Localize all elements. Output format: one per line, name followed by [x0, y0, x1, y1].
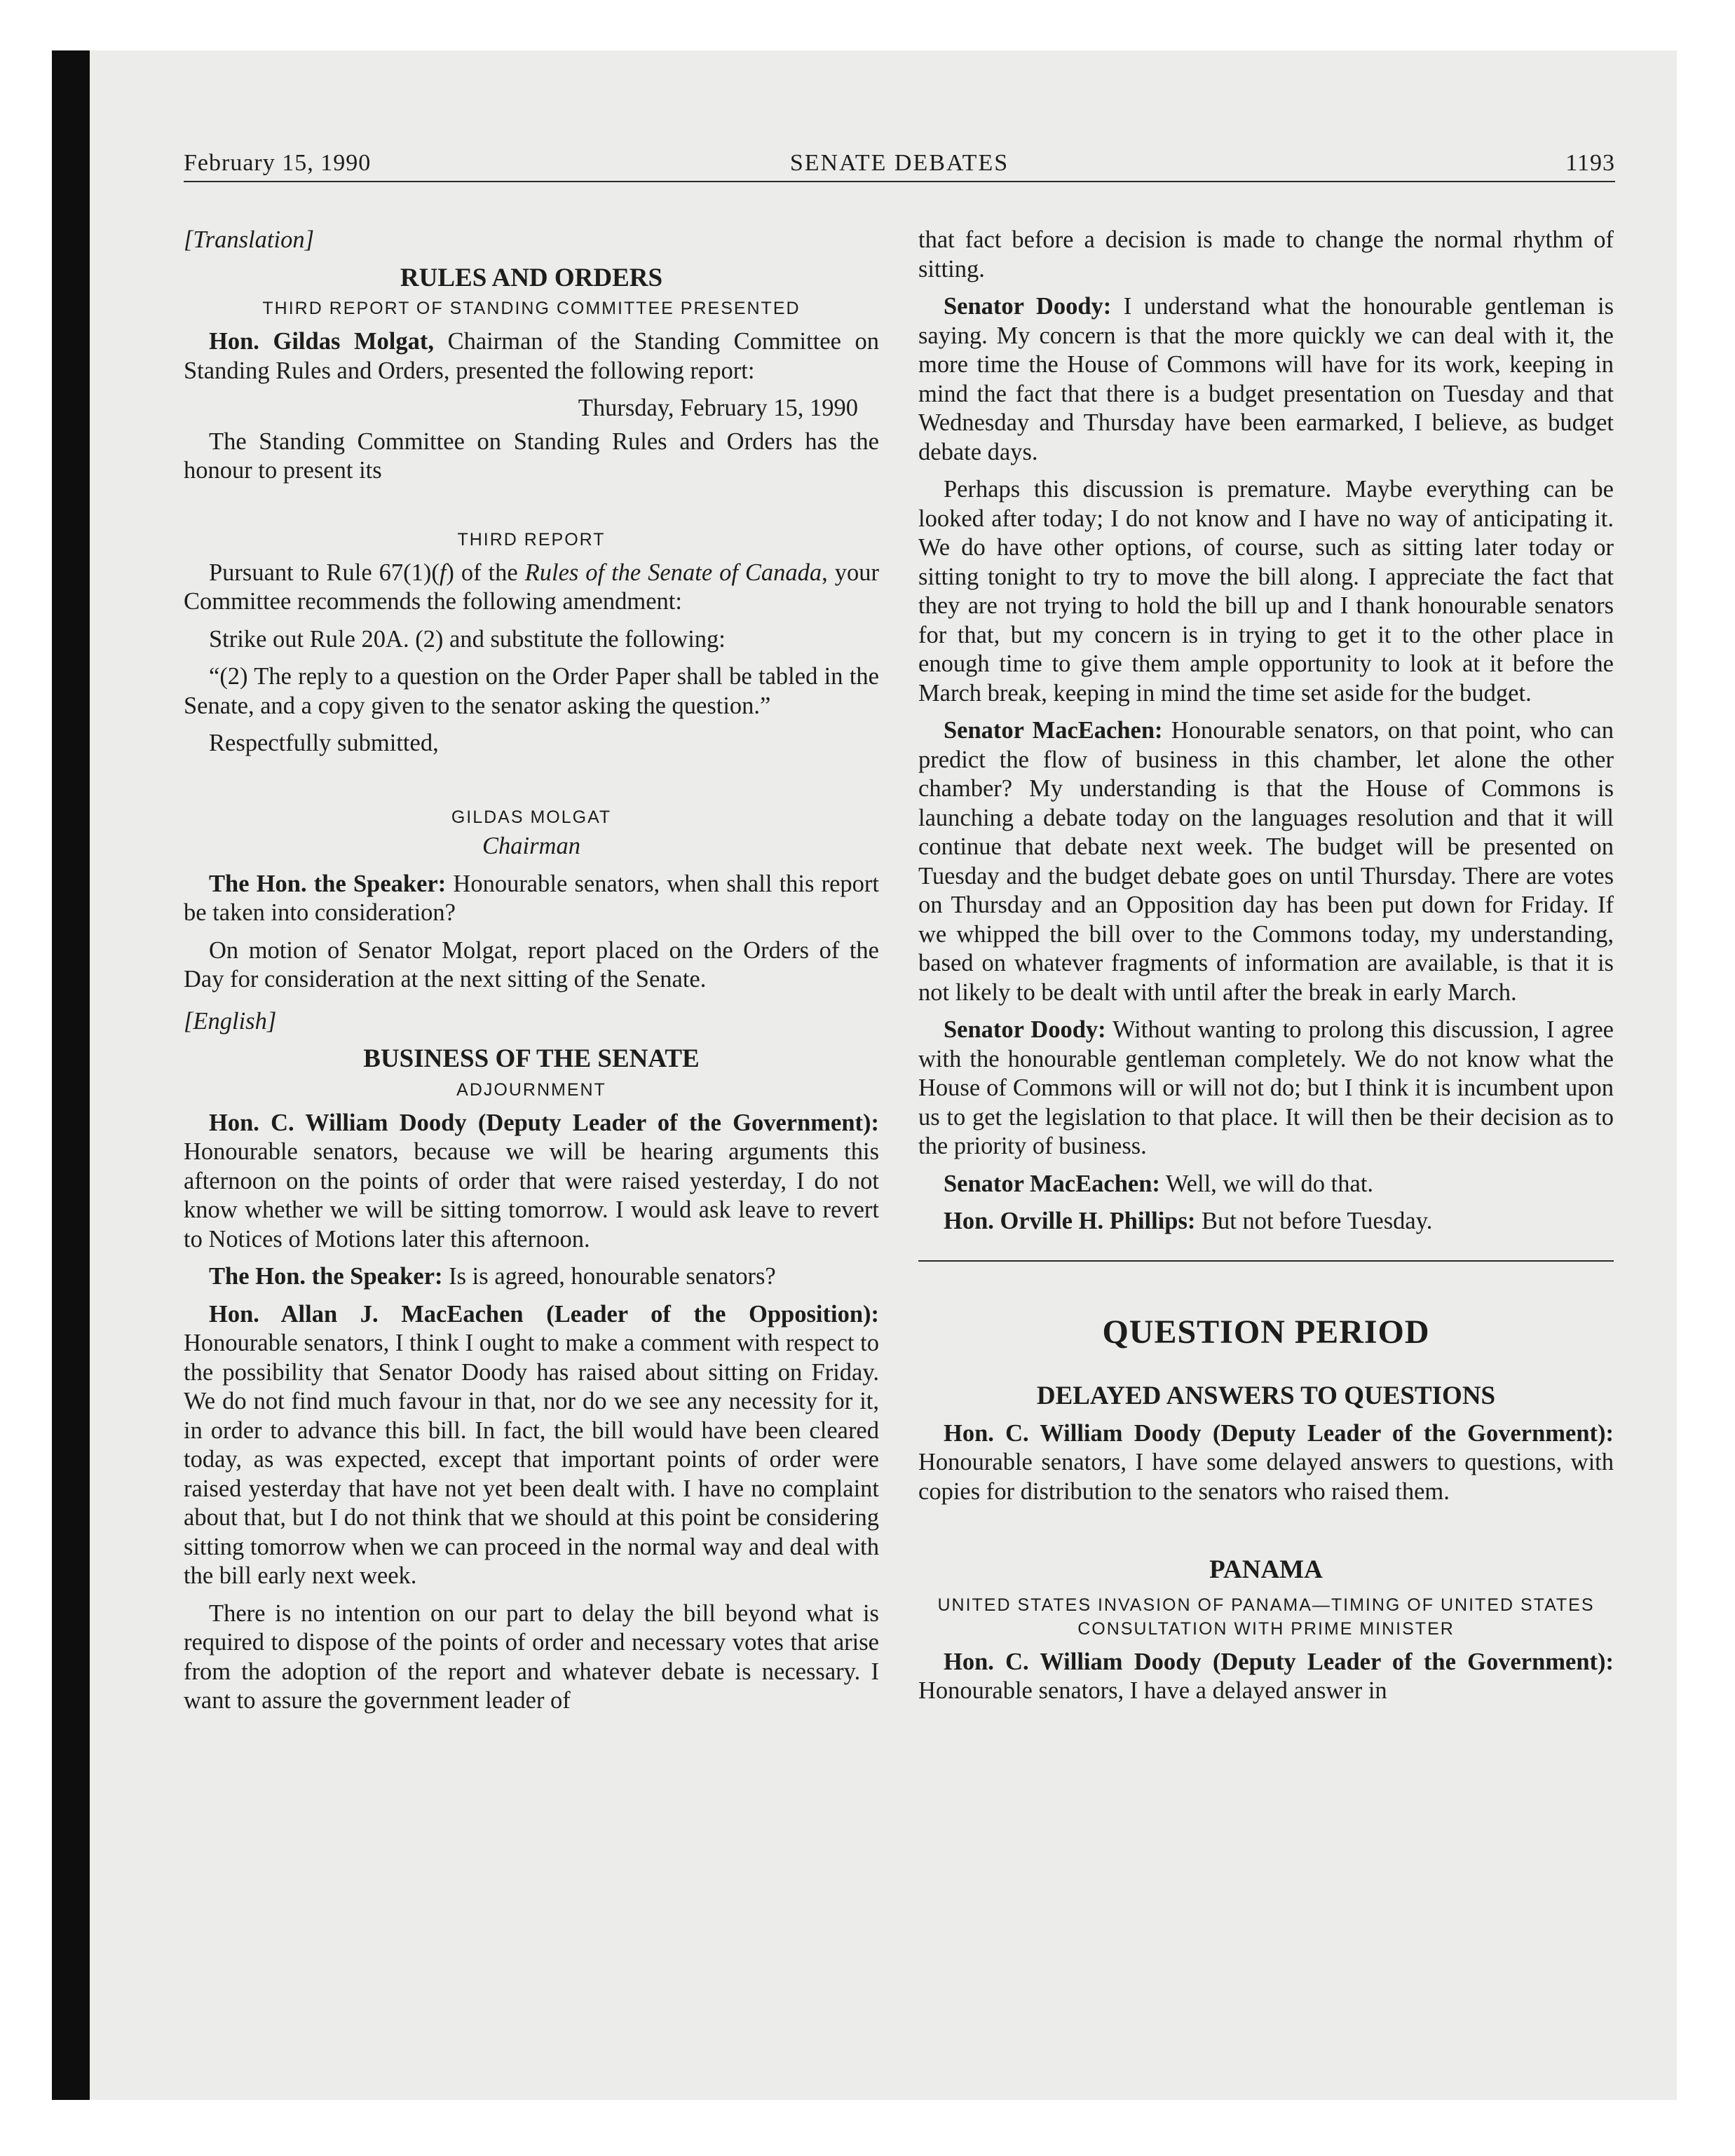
speaker-name: Senator MacEachen:	[944, 1170, 1160, 1197]
speaker-name: Hon. Orville H. Phillips:	[944, 1208, 1196, 1234]
speaker-name: Senator Doody:	[944, 293, 1112, 320]
header-date: February 15, 1990	[184, 150, 372, 176]
paragraph: Hon. C. William Doody (Deputy Leader of the Government): Honourable senators, I have some delayed answers to questions, with copies for distribution to the senators who raised them.	[918, 1419, 1614, 1505]
report-date: Thursday, February 15, 1990	[578, 395, 858, 421]
paragraph: Senator Doody: Without wanting to prolong this discussion, I agree with the honourable gentleman completely. We do not know what the House of Commons will or will not do; but I think it is incumbent upon us to get the legislation to that place. It will then be their decision as to the priority of business.	[918, 1016, 1614, 1159]
paragraph: Hon. C. William Doody (Deputy Leader of the Government): Honourable senators, I have a delayed answer in	[918, 1648, 1614, 1704]
heading-rules-and-orders: RULES AND ORDERS	[400, 263, 663, 292]
paragraph: Perhaps this discussion is premature. Maybe everything can be looked after today; I do not know and I have no way of anticipating it. We do have other options, of course, such as sitting later today or sitting tonight to try to move the bill along. I appreciate the fact that they are not trying to hold the bill up and I thank honourable senators for that, but my concern is in trying to get it to the other place in enough time to give them ample opportunity to look at it before the March break, keeping in mind the time set aside for the budget.	[918, 476, 1614, 707]
speaker-name: The Hon. the Speaker:	[209, 1263, 443, 1290]
english-tag: [English]	[184, 1007, 277, 1035]
paragraph: There is no intention on our part to delay the bill beyond what is required to dispose of the points of order and necessary votes that arise from the adoption of the report and whatever debate is necessary. I want to assure the government leader of	[184, 1599, 879, 1714]
speaker-name: Senator Doody:	[944, 1016, 1106, 1043]
paragraph: “(2) The reply to a question on the Order Paper shall be tabled in the Senate, and a copy given to the senator asking the question.”	[184, 663, 879, 719]
speaker-name: Hon. Gildas Molgat,	[209, 328, 434, 355]
paragraph: Pursuant to Rule 67(1)(f) of the Rules of the Senate of Canada, your Committee recommends the following amendment:	[184, 559, 879, 615]
paragraph: The Hon. the Speaker: Honourable senators, when shall this report be taken into consideration?	[184, 870, 880, 926]
paragraph: Hon. Orville H. Phillips: But not before Tuesday.	[944, 1208, 1433, 1234]
heading-business-of-the-senate: BUSINESS OF THE SENATE	[363, 1044, 700, 1073]
binding-edge	[52, 50, 90, 2100]
speaker-name: Hon. C. William Doody (Deputy Leader of the Government):	[209, 1109, 879, 1136]
paragraph: Senator MacEachen: Honourable senators, on that point, who can predict the flow of business in this chamber, let alone the other chamber? My understanding is that the House of Commons is launching a debate today on the languages resolution and that it will continue that debate next week. The budget will be presented on Tuesday and the budget debate goes on until Thursday. There are votes on Thursday and an Opposition day has been put down for Friday. If we whipped the bill over to the Commons today, my understanding, based on whatever fragments of information are available, is that it is not likely to be dealt with until after the break in early March.	[918, 717, 1614, 1006]
paragraph: The Hon. the Speaker: Is is agreed, honourable senators?	[209, 1263, 776, 1290]
header-title: SENATE DEBATES	[789, 150, 1009, 176]
subhead-third-report-presented: THIRD REPORT OF STANDING COMMITTEE PRESENTED	[262, 299, 801, 318]
signature-name: GILDAS MOLGAT	[451, 807, 612, 827]
right-column	[918, 226, 1614, 1714]
left-column	[184, 226, 879, 1724]
paragraph: The Standing Committee on Standing Rules and Orders has the honour to present its	[184, 428, 879, 484]
paragraph: Senator Doody: I understand what the honourable gentleman is saying. My concern is that the more quickly we can deal with it, the more time the House of Commons will have for its work, keeping in mind the fact that there is a budget presentation on Tuesday and that Wednesday and Thursday have been earmarked, I believe, as budget debate days.	[918, 293, 1614, 465]
signature-title: Chairman	[482, 833, 580, 859]
running-header	[184, 146, 1615, 182]
speaker-name: Hon. C. William Doody (Deputy Leader of the Government):	[944, 1648, 1614, 1675]
paragraph: Senator MacEachen: Well, we will do that.	[944, 1170, 1374, 1197]
header-page-number: 1193	[1565, 150, 1615, 176]
speaker-name: Hon. Allan J. MacEachen (Leader of the Opposition):	[209, 1300, 879, 1328]
subhead-adjournment: ADJOURNMENT	[456, 1079, 606, 1100]
heading-delayed-answers: DELAYED ANSWERS TO QUESTIONS	[1036, 1381, 1496, 1410]
paragraph: that fact before a decision is made to change the normal rhythm of sitting.	[918, 226, 1614, 282]
section-divider	[918, 1260, 1614, 1262]
speaker-name: Senator MacEachen:	[944, 717, 1163, 744]
translation-tag: [Translation]	[184, 226, 314, 253]
subhead-third-report: THIRD REPORT	[457, 529, 606, 550]
paragraph: Hon. Gildas Molgat, Chairman of the Standing Committee on Standing Rules and Orders, presented the following report:	[184, 328, 879, 384]
speaker-name: The Hon. the Speaker:	[209, 870, 447, 897]
paragraph: On motion of Senator Molgat, report placed on the Orders of the Day for consideration at the next sitting of the Senate.	[184, 936, 879, 992]
subhead-panama: UNITED STATES INVASION OF PANAMA—TIMING OF UNITED STATES CONSULTATION WITH PRIME MINISTER	[937, 1595, 1595, 1639]
heading-question-period: QUESTION PERIOD	[1102, 1313, 1430, 1351]
paragraph: Strike out Rule 20A. (2) and substitute the following:	[209, 625, 726, 653]
paragraph: Hon. C. William Doody (Deputy Leader of the Government): Honourable senators, because we will be hearing arguments this afternoon on the points of order that were raised yesterday, I do not know whether we will be sitting tomorrow. I would ask leave to revert to Notices of Motions later this afternoon.	[184, 1109, 879, 1253]
paragraph: Hon. Allan J. MacEachen (Leader of the Opposition): Honourable senators, I think I ought to make a comment with respect to the possibility that Senator Doody has raised about sitting on Friday. We do not find much favour in that, nor do we see any necessity for it, in order to advance this bill. In fact, the bill would have been cleared today, as was expected, except that important points of order were raised yesterday that have not yet been dealt with. I have no complaint about that, but I do not think that we should at this point be considering sitting tomorrow when we can proceed in the normal way and deal with the bill early next week.	[184, 1300, 879, 1589]
speaker-name: Hon. C. William Doody (Deputy Leader of the Government):	[944, 1419, 1614, 1447]
paragraph: Respectfully submitted,	[209, 730, 439, 756]
heading-panama: PANAMA	[1209, 1555, 1323, 1584]
